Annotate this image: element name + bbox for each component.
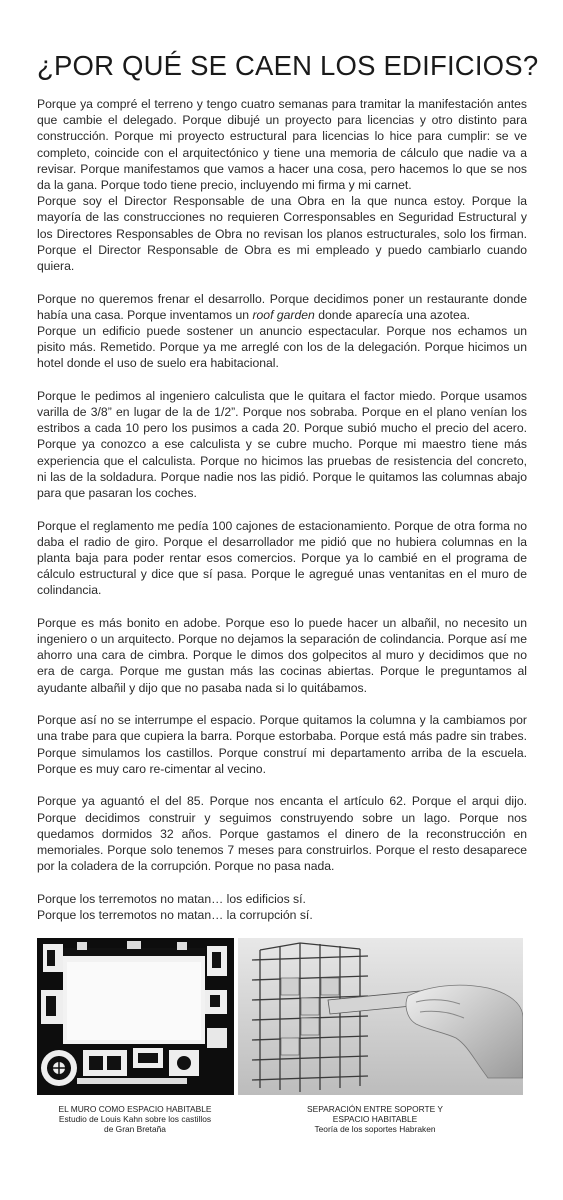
paragraph-text: Porque un edificio puede sostener un anuncio espectacular. Porque nos echamos un pisito más. Remetido. Porque ya me arreglé con los de la delegación. Porque hicimos un hotel donde el uso de suelo era habitacional.	[37, 323, 527, 371]
caption-title: ESPACIO HABITABLE	[332, 1114, 418, 1124]
paragraph-text: Porque así no se interrumpe el espacio. Porque quitamos la columna y la cambiamos por una trabe para que cupiera la barra. Porque estorbaba. Porque está más padre sin trabes. Porque simulamos los castillos. Porque construí mi departamento arriba de la escuela. Porque es muy caro re-cimentar al vecino.	[37, 713, 527, 776]
caption-right	[270, 1104, 480, 1134]
paragraph	[37, 712, 527, 777]
paragraph-text	[37, 291, 527, 323]
article-body	[37, 96, 527, 939]
closing-line: Porque los terremotos no matan… los edificios sí.	[37, 891, 306, 906]
paragraph-text: Porque le pedimos al ingeniero calculista que le quitara el factor miedo. Porque usamos varilla de 3/8” en lugar de la de 1/2”. Porque nos sobraba. Porque en el plano venían los estribos a cada 10 pero los pusimos a cada 20. Porque subió mucho el precio del acero. Porque ya conozco a ese calculista y se cubre mucho. Porque mi maestro tiene más experiencia que el calculista. Porque no hicimos las pruebas de resistencia del concreto, ni las de la soldadura. Porque nadie nos las pidió. Porque le quitamos las columnas abajo para que pasaran los coches.	[37, 388, 527, 501]
caption-left	[40, 1104, 230, 1134]
caption-text: Estudio de Louis Kahn sobre los castillos	[58, 1114, 212, 1124]
caption-text: Teoría de los soportes Habraken	[314, 1124, 436, 1134]
page-title: ¿POR QUÉ SE CAEN LOS EDIFICIOS?	[37, 50, 539, 81]
paragraph-text: Porque ya compré el terreno y tengo cuatro semanas para tramitar la manifestación antes que cambie el delegado. Porque dibujé un proyecto para licencias y otro distinto para construcción. Porque mi proyecto estructural para licencias lo hice para cumplir: se ve completo, coincide con el arquitectónico y tiene una memoria de cálculo que nadie va a revisar. Porque manifestamos que vamos a hacer una cosa, pero hacemos lo que se nos da la gana. Porque todo tiene precio, incluyendo mi firma y mi carnet.	[37, 97, 527, 193]
caption-title: SEPARACIÓN ENTRE SOPORTE Y	[307, 1104, 443, 1114]
paragraph	[37, 96, 527, 274]
paragraph	[37, 388, 527, 501]
closing-line: Porque los terremotos no matan… la corrupción sí.	[37, 907, 313, 922]
caption-text: de Gran Bretaña	[104, 1124, 166, 1134]
closing-lines	[37, 891, 527, 923]
paragraph-text: Porque el reglamento me pedía 100 cajones de estacionamiento. Porque de otra forma no daba el radio de giro. Porque el desarrollador me pidió que no hubiera columnas en la planta baja para poder rentar esos comercios. Porque ya lo cambié en el programa de cálculo estructural y dice que sí pasa. Porque le agregué unas ventanitas en el muro de colindancia.	[37, 518, 527, 598]
support-model-photo	[238, 938, 523, 1095]
paragraph-text: Porque ya aguantó el del 85. Porque nos encanta el artículo 62. Porque el arqui dijo. Porque decidimos construir y seguimos construyendo sobre un lago. Porque nos quedamos dormidos 32 años. Porque gastamos el dinero de la reconstrucción en memoriales. Porque solo tenemos 7 meses para construirlos. Porque el resto desaparece por la coladera de la corrupción. Porque no pasa nada.	[37, 794, 527, 874]
paragraph	[37, 793, 527, 874]
paragraph-text: Porque es más bonito en adobe. Porque eso lo puede hacer un albañil, no necesito un ingeniero o un arquitecto. Porque no dejamos la separación de colindancia. Porque así me ahorro una cara de cimbra. Porque le dimos dos golpecitos al muro y decidimos que no era de carga. Porque me gustan más las cocinas abiertas. Porque le preguntamos al ayudante albañil y dijo que no pasaba nada si lo quitábamos.	[37, 615, 527, 695]
paragraph	[37, 518, 527, 599]
paragraph-text: Porque soy el Director Responsable de una Obra en la que nunca estoy. Porque la mayoría de las construcciones no requieren Corresponsables en Seguridad Estructural y los Directores Responsables de Obra no revisan los planos estructurales, solo los firman. Porque el Director Responsable de Obra es mi empleado y puedo cambiarlo cuando quiera.	[37, 194, 527, 274]
italic-term: roof garden	[252, 307, 315, 322]
paragraph	[37, 615, 527, 696]
support-model-drawing	[238, 938, 523, 1095]
paragraph	[37, 291, 527, 372]
castle-plan-drawing	[37, 938, 234, 1095]
paragraph-text-part: Porque no queremos frenar el desarrollo. Porque decidimos poner un restaurante donde había una casa. Porque inventamos un	[37, 291, 527, 322]
caption-title: EL MURO COMO ESPACIO HABITABLE	[58, 1104, 212, 1114]
castle-plan-image	[37, 938, 234, 1095]
paragraph-text-part: donde aparecía una azotea.	[314, 307, 470, 322]
